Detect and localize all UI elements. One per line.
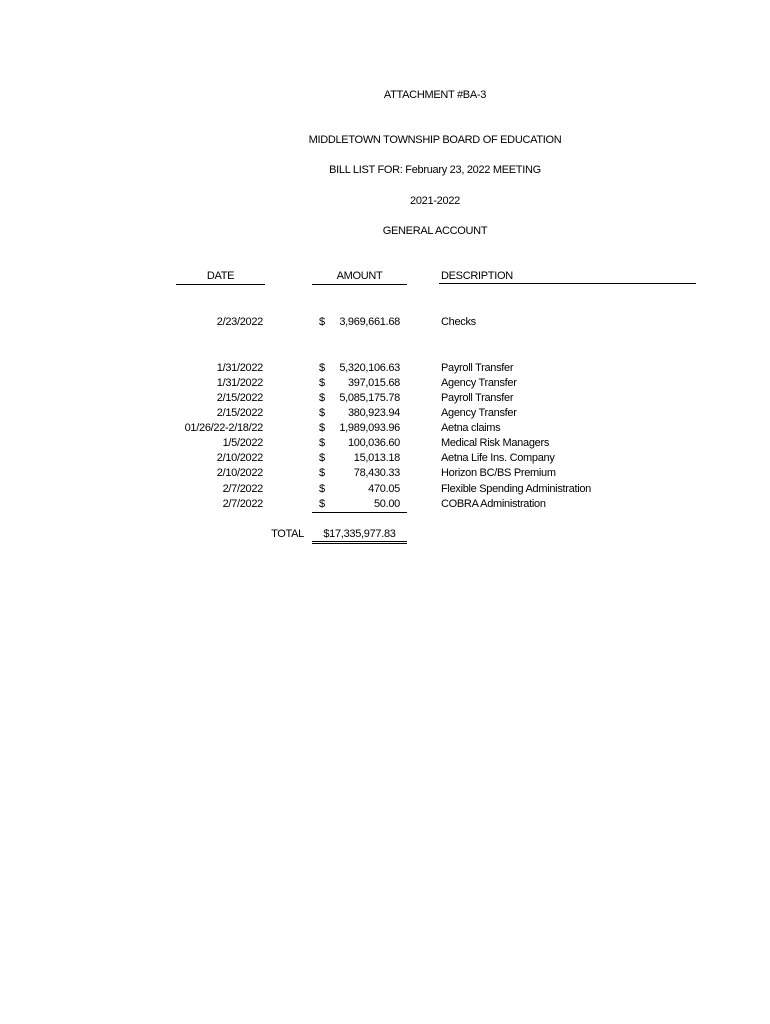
- row-amount: 3,969,661.68: [339, 316, 400, 328]
- subtotal-underline: [312, 512, 407, 513]
- row-dollar-sign: $: [319, 483, 325, 495]
- row-dollar-sign: $: [319, 498, 325, 510]
- row-amount: 397,015.68: [347, 377, 400, 389]
- row-description: Horizon BC/BS Premium: [441, 467, 556, 479]
- column-header-amount: AMOUNT: [312, 270, 407, 285]
- table-row: [0, 377, 770, 392]
- row-description: Payroll Transfer: [441, 362, 514, 374]
- row-dollar-sign: $: [319, 437, 325, 449]
- row-amount: 5,085,175.78: [339, 392, 400, 404]
- row-amount: 15,013.18: [353, 452, 400, 464]
- row-description: Medical Risk Managers: [441, 437, 550, 449]
- column-header-description: DESCRIPTION: [439, 270, 696, 284]
- table-row: [0, 407, 770, 422]
- row-description: Aetna claims: [441, 422, 501, 434]
- total-double-underline: [312, 541, 407, 544]
- row-date: 2/7/2022: [222, 483, 263, 495]
- bill-list-heading: BILL LIST FOR: February 23, 2022 MEETING: [329, 164, 541, 176]
- row-amount: 1,989,093.96: [339, 422, 400, 434]
- row-date: 01/26/22-2/18/22: [184, 422, 263, 434]
- organization-title: MIDDLETOWN TOWNSHIP BOARD OF EDUCATION: [308, 134, 562, 146]
- row-description: Agency Transfer: [441, 407, 517, 419]
- row-date: 2/10/2022: [216, 452, 263, 464]
- row-date: 2/23/2022: [216, 316, 263, 328]
- table-row: [0, 452, 770, 467]
- row-date: 1/31/2022: [216, 362, 263, 374]
- total-amount: $17,335,977.83: [323, 528, 396, 540]
- row-description: Aetna Life Ins. Company: [441, 452, 555, 464]
- row-amount: 100,036.60: [347, 437, 400, 449]
- row-amount: 470.05: [368, 483, 400, 495]
- row-date: 1/31/2022: [216, 377, 263, 389]
- table-row: [0, 437, 770, 452]
- row-description: Agency Transfer: [441, 377, 517, 389]
- row-date: 2/7/2022: [222, 498, 263, 510]
- row-date: 2/15/2022: [216, 407, 263, 419]
- row-amount: 78,430.33: [353, 467, 400, 479]
- fiscal-year: 2021-2022: [410, 195, 460, 207]
- row-description: Flexible Spending Administration: [441, 483, 591, 495]
- row-amount: 50.00: [373, 498, 400, 510]
- table-row: [0, 392, 770, 407]
- table-row: [0, 422, 770, 437]
- row-dollar-sign: $: [319, 362, 325, 374]
- account-name: GENERAL ACCOUNT: [382, 225, 488, 237]
- row-date: 2/15/2022: [216, 392, 263, 404]
- row-date: 2/10/2022: [216, 467, 263, 479]
- row-dollar-sign: $: [319, 377, 325, 389]
- row-dollar-sign: $: [319, 316, 325, 328]
- row-amount: 380,923.94: [347, 407, 400, 419]
- row-dollar-sign: $: [319, 467, 325, 479]
- row-amount: 5,320,106.63: [339, 362, 400, 374]
- table-row: [0, 483, 770, 498]
- row-dollar-sign: $: [319, 407, 325, 419]
- column-header-date: DATE: [176, 270, 265, 285]
- attachment-label: ATTACHMENT #BA-3: [383, 89, 487, 101]
- row-dollar-sign: $: [319, 452, 325, 464]
- row-description: Payroll Transfer: [441, 392, 514, 404]
- table-row: [0, 467, 770, 482]
- row-dollar-sign: $: [319, 392, 325, 404]
- total-label: TOTAL: [271, 528, 304, 540]
- table-row-checks: [0, 316, 770, 331]
- row-date: 1/5/2022: [222, 437, 263, 449]
- row-description: COBRA Administration: [441, 498, 546, 510]
- table-row: [0, 498, 770, 513]
- table-row: [0, 362, 770, 377]
- row-dollar-sign: $: [319, 422, 325, 434]
- row-description: Checks: [441, 316, 476, 328]
